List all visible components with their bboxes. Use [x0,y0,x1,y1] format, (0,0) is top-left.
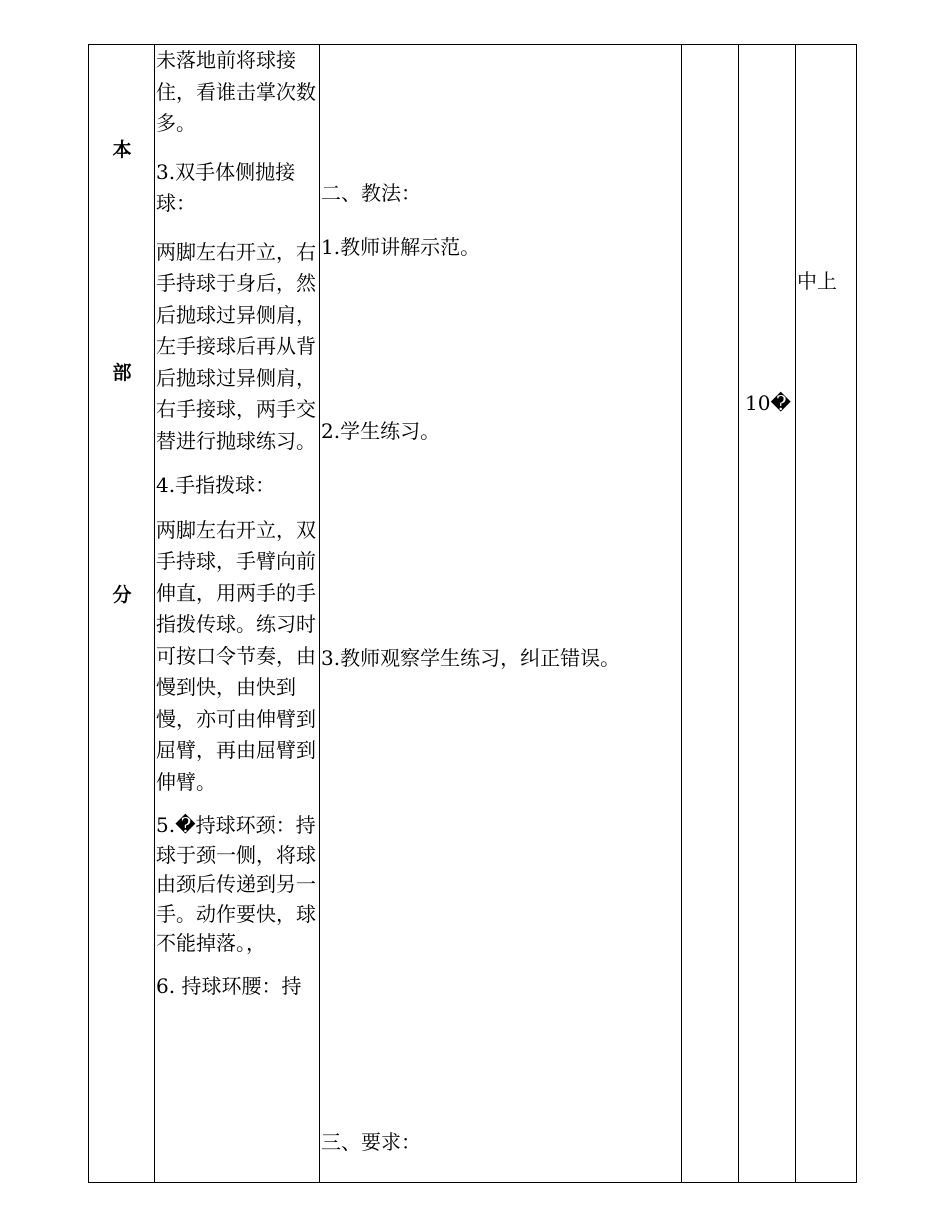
method-line: 二、教法： [321,181,421,205]
part-label-char: 部 [112,362,132,384]
intensity-value: 中上 [797,269,837,293]
part-cell [89,45,155,1183]
part-label-char: 本 [112,139,132,161]
time-cell [739,45,796,1183]
content-paragraph: 两脚左右开立，右手持球于身后，然后抛球过异侧肩，左手接球后再从背后抛球过异侧肩，右手接球，两手交替进行抛球练习。 [156,239,316,453]
method-line: 3.教师观察学生练习，纠正错误。 [321,646,621,670]
method-line: 2.学生练习。 [321,419,441,443]
intensity-cell [796,45,857,1183]
table-row [89,45,857,1183]
organization-cell [682,45,739,1183]
method-line: 三、要求： [321,1130,421,1154]
content-paragraph: 两脚左右开立，双手持球，手臂向前伸直，用两手的手指拨传球。练习时可按口令节奏，由慢到快，由快到慢，亦可由伸臂到屈臂，再由屈臂到伸臂。 [156,517,316,794]
content-cell [155,45,320,1183]
content-paragraph: 6. 持球环腰：持 [156,973,302,998]
part-label-char: 分 [112,584,132,606]
content-paragraph: 5.�持球环颈：持球于颈一侧，将球由颈后传递到另一手。动作要快，球不能掉落。， [156,813,316,955]
lesson-plan-table [88,44,857,1183]
time-value: 10� [745,391,791,415]
method-cell [320,45,682,1183]
content-paragraph: 4.手指拨球： [156,473,276,497]
method-line: 1.教师讲解示范。 [321,235,481,259]
content-paragraph: 未落地前将球接住，看谁击掌次数多。 [156,48,316,135]
content-paragraph: 3.双手体侧抛接球： [156,159,296,215]
